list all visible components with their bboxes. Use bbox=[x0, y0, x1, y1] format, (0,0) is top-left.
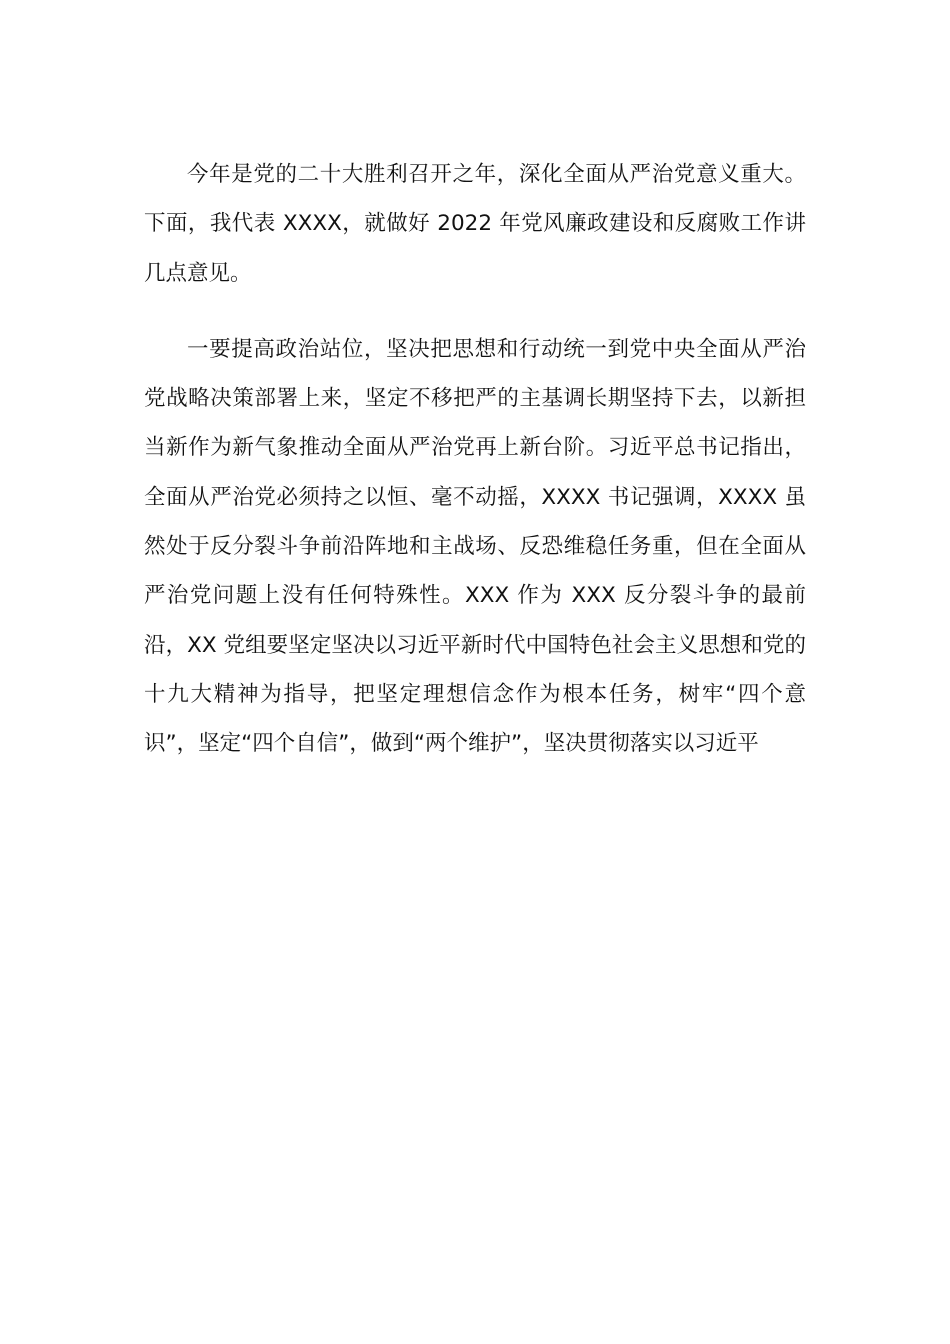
paragraph-intro: 今年是党的二十大胜利召开之年，深化全面从严治党意义重大。下面，我代表 XXXX，就做好 2022 年党风廉政建设和反腐败工作讲几点意见。 bbox=[144, 162, 806, 286]
paragraph-point-one: 一要提高政治站位，坚决把思想和行动统一到党中央全面从严治党战略决策部署上来，坚定不移把严的主基调长期坚持下去，以新担当新作为新气象推动全面从严治党再上新台阶。习近平总书记指出，全面从严治党必须持之以恒、毫不动摇，XXXX 书记强调，XXXX 虽然处于反分裂斗争前沿阵地和主战场、反恐维稳任务重，但在全面从严治党问题上没有任何特殊性。XXX 作为 XXX 反分裂斗争的最前沿，XX 党组要坚定坚决以习近平新时代中国特色社会主义思想和党的十九大精神为指导，把坚定理想信念作为根本任务，树牢“四个意识”，坚定“四个自信”，做到“两个维护”，坚决贯彻落实以习近平 bbox=[144, 336, 806, 757]
document-body bbox=[144, 150, 806, 769]
